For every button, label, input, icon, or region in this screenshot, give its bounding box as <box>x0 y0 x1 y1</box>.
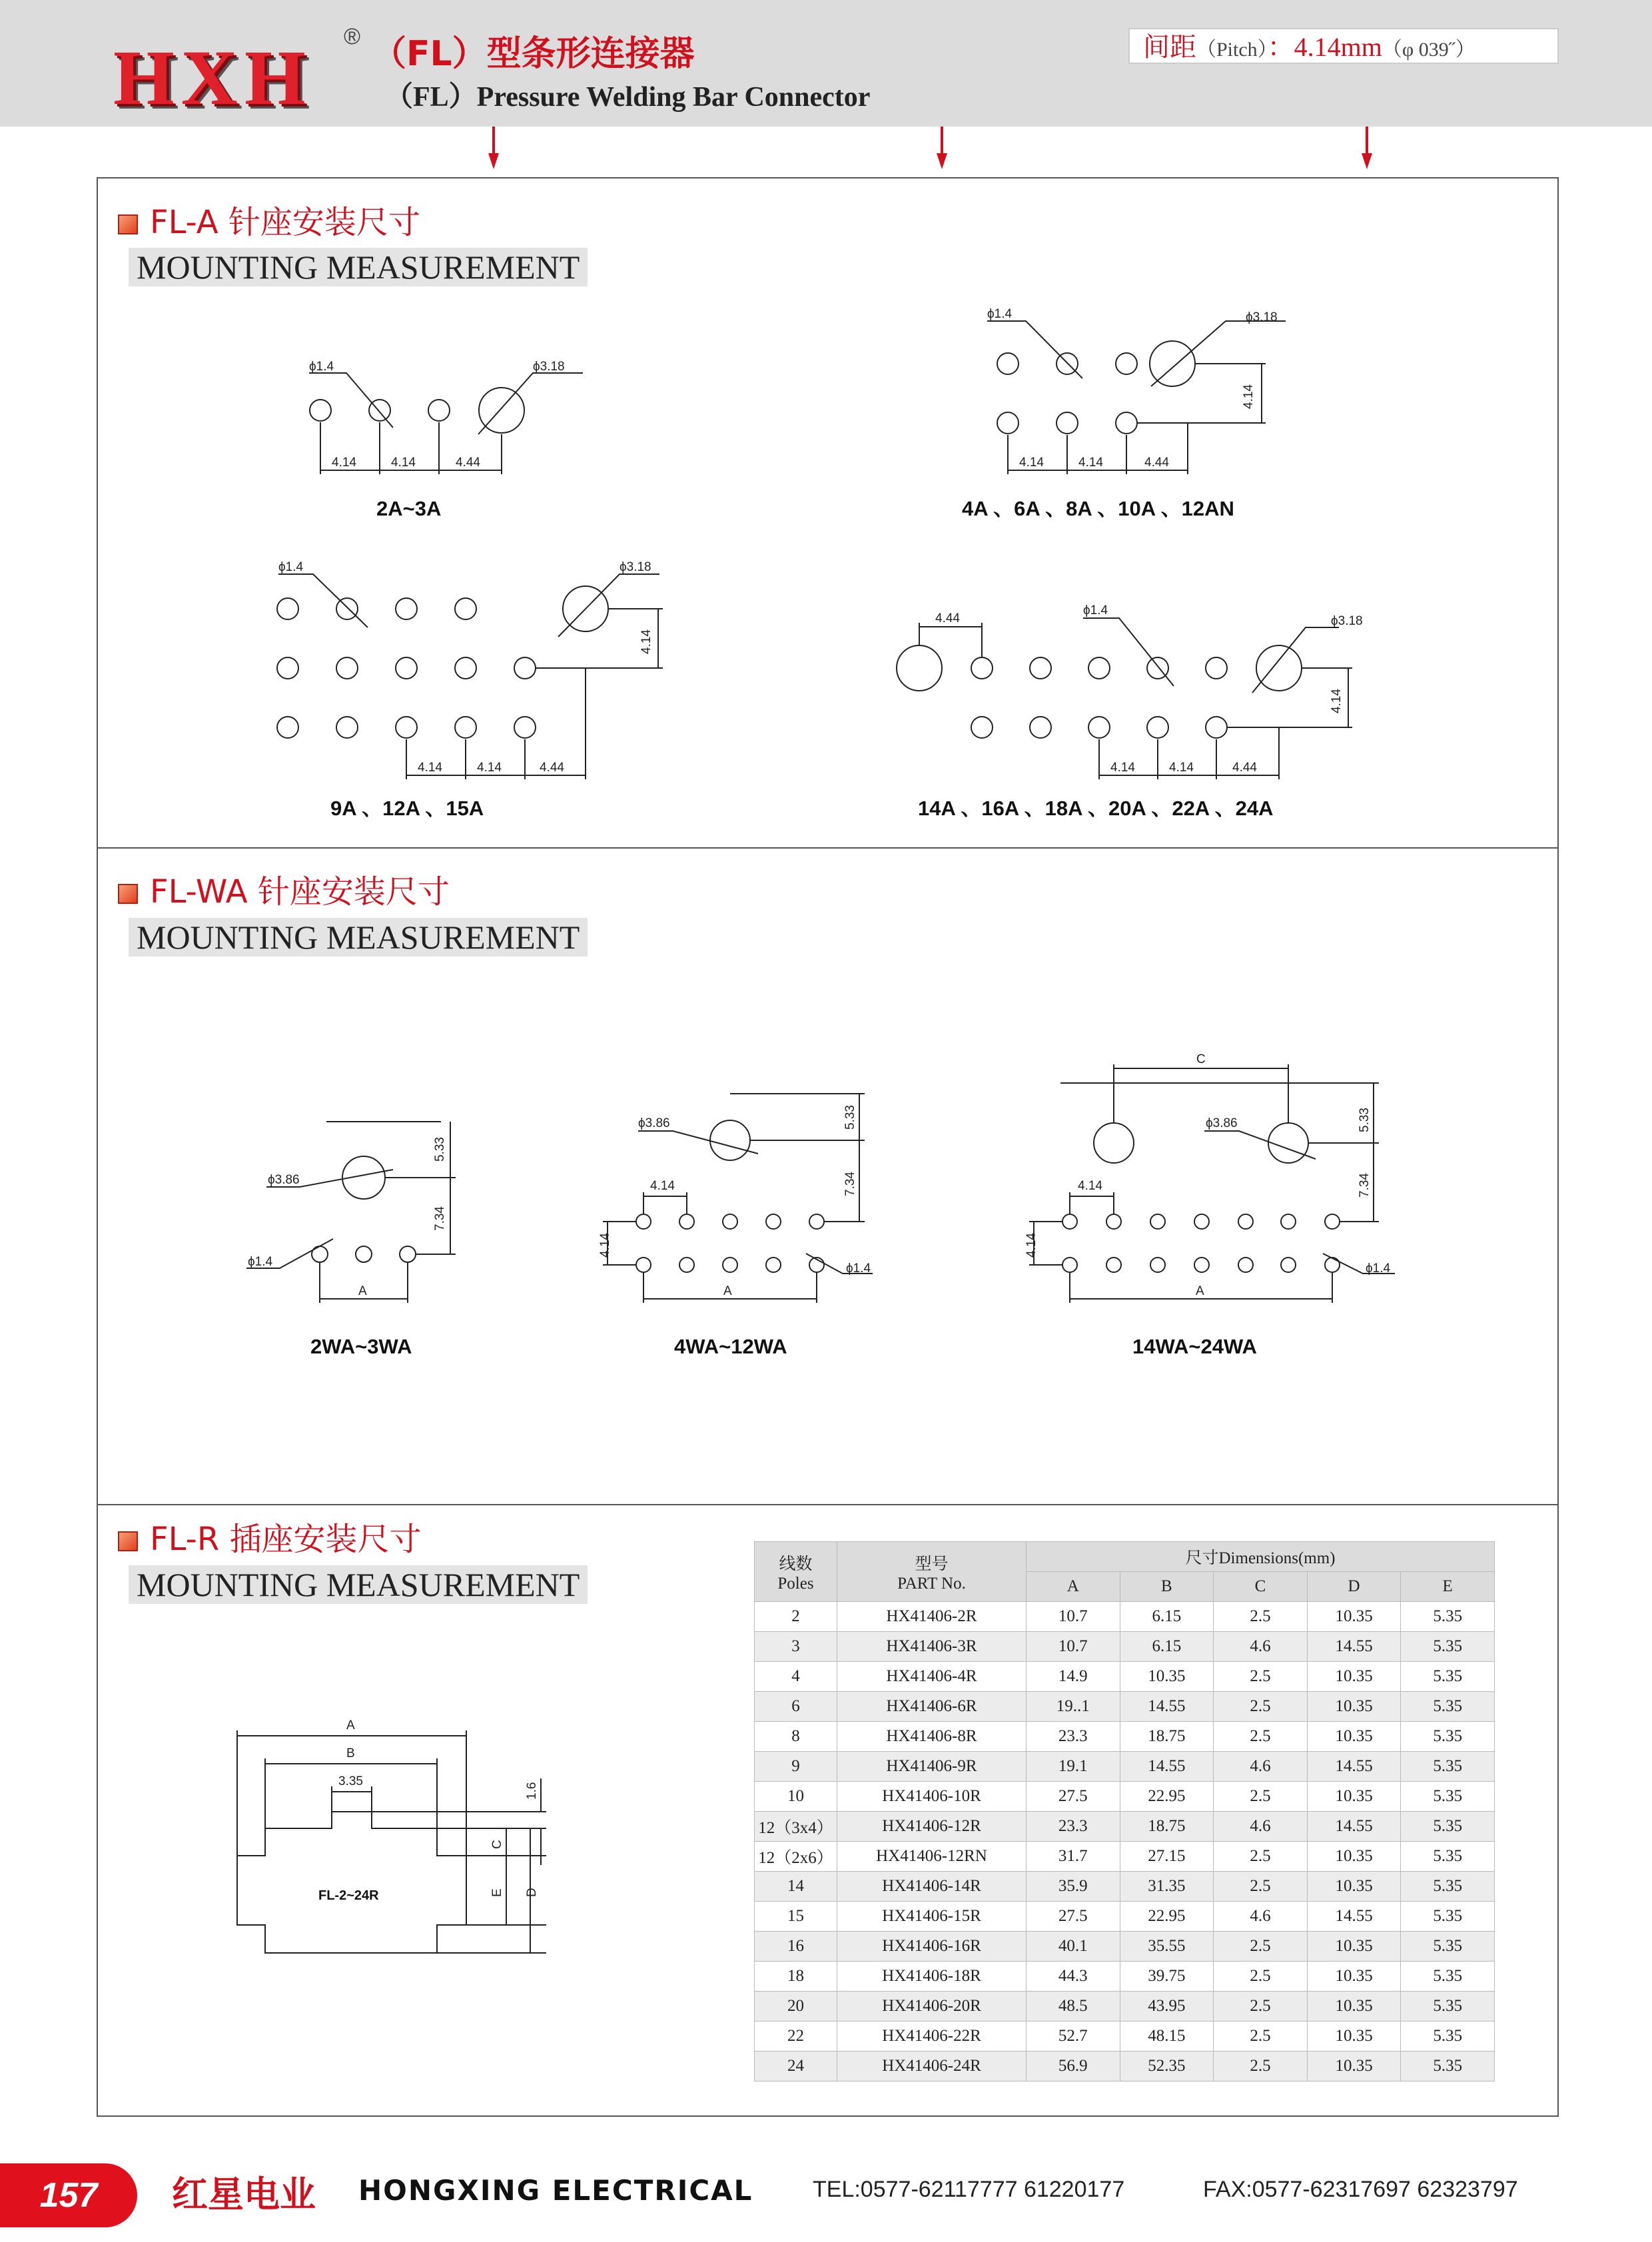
dim-335: 3.35 <box>338 1774 363 1788</box>
dim-phi-large: ϕ3.18 <box>620 560 651 574</box>
cell-b: 10.35 <box>1120 1662 1214 1692</box>
cell-c: 2.5 <box>1214 1782 1308 1812</box>
dim-d: D <box>525 1888 539 1897</box>
cell-part: HX41406-24R <box>837 2052 1027 2081</box>
cell-d: 14.55 <box>1307 1902 1401 1932</box>
cell-e: 5.35 <box>1401 1632 1495 1662</box>
cell-c: 2.5 <box>1214 1932 1308 1962</box>
cell-poles: 24 <box>755 2052 837 2081</box>
dim-phi-wa: ϕ3.86 <box>1206 1116 1238 1130</box>
cell-b: 14.55 <box>1120 1692 1214 1722</box>
cell-c: 4.6 <box>1214 1632 1308 1662</box>
dim-734: 7.34 <box>843 1172 857 1196</box>
cell-part: HX41406-3R <box>837 1632 1027 1662</box>
table-row <box>755 1872 1495 1902</box>
cell-e: 5.35 <box>1401 1932 1495 1962</box>
drawing-2wa-3wa <box>246 1122 456 1358</box>
fax: FAX:0577-62317697 62323797 <box>1203 2177 1518 2202</box>
dimensions-table <box>754 1541 1495 2081</box>
header-col-d: D <box>1307 1572 1401 1602</box>
dim-533: 5.33 <box>843 1105 857 1130</box>
cell-d: 10.35 <box>1307 2022 1401 2052</box>
cell-poles: 15 <box>755 1902 837 1932</box>
pitch-label: 间距 <box>1143 32 1196 62</box>
cell-part: HX41406-14R <box>837 1872 1027 1902</box>
cell-c: 2.5 <box>1214 1662 1308 1692</box>
cell-b: 22.95 <box>1120 1782 1214 1812</box>
cell-poles: 14 <box>755 1872 837 1902</box>
header-part-no: 型号 PART No. <box>837 1542 1027 1602</box>
cell-poles: 8 <box>755 1722 837 1752</box>
cell-b: 52.35 <box>1120 2052 1214 2081</box>
caption-4a-12an: 4A 、6A 、8A 、10A 、12AN <box>962 497 1234 520</box>
dim-phi-small: ϕ1.4 <box>846 1262 871 1276</box>
dim-444: 4.44 <box>540 761 564 775</box>
cell-a: 35.9 <box>1027 1872 1120 1902</box>
dim-533: 5.33 <box>1358 1108 1372 1132</box>
cell-a: 19..1 <box>1027 1692 1120 1722</box>
cell-c: 2.5 <box>1214 1872 1308 1902</box>
cell-part: HX41406-18R <box>837 1962 1027 1992</box>
cell-poles: 20 <box>755 1992 837 2022</box>
header-dimensions: 尺寸Dimensions(mm) <box>1027 1542 1495 1572</box>
drawing-4wa-12wa <box>598 1094 873 1358</box>
dim-414: 4.14 <box>1110 761 1135 775</box>
table-row <box>755 1932 1495 1962</box>
cell-part: HX41406-8R <box>837 1722 1027 1752</box>
cell-d: 14.55 <box>1307 1752 1401 1782</box>
dim-phi-large: ϕ3.18 <box>1246 310 1278 324</box>
cell-c: 2.5 <box>1214 2022 1308 2052</box>
table-body <box>755 1602 1495 2081</box>
cell-e: 5.35 <box>1401 1992 1495 2022</box>
pitch-inch: （φ 039˝） <box>1382 39 1475 61</box>
brand-name-cn: 红星电业 <box>172 2173 316 2215</box>
cell-a: 27.5 <box>1027 1782 1120 1812</box>
cell-a: 44.3 <box>1027 1962 1120 1992</box>
dim-414: 4.14 <box>391 456 416 470</box>
table-row <box>755 2022 1495 2052</box>
cell-b: 18.75 <box>1120 1812 1214 1842</box>
drawing-14a-24a <box>897 603 1363 820</box>
caption-14wa-24wa: 14WA~24WA <box>1132 1335 1257 1358</box>
cell-d: 10.35 <box>1307 2052 1401 2081</box>
cell-part: HX41406-16R <box>837 1932 1027 1962</box>
dim-414: 4.14 <box>1242 384 1256 409</box>
cell-c: 2.5 <box>1214 1962 1308 1992</box>
cell-d: 10.35 <box>1307 1992 1401 2022</box>
dim-e: E <box>490 1888 504 1897</box>
table-row <box>755 1752 1495 1782</box>
dim-414: 4.14 <box>1025 1233 1038 1258</box>
dim-a: A <box>723 1284 732 1298</box>
cell-a: 19.1 <box>1027 1752 1120 1782</box>
cell-d: 10.35 <box>1307 1602 1401 1632</box>
section-title-fl-a: FL-A 针座安装尺寸 <box>118 196 420 242</box>
table-row <box>755 1662 1495 1692</box>
cell-c: 2.5 <box>1214 1842 1308 1872</box>
cell-part: HX41406-10R <box>837 1782 1027 1812</box>
cell-part: HX41406-20R <box>837 1992 1027 2022</box>
cell-b: 48.15 <box>1120 2022 1214 2052</box>
cell-a: 23.3 <box>1027 1722 1120 1752</box>
pitch-en: （Pitch） <box>1196 39 1268 61</box>
header-col-b: B <box>1120 1572 1214 1602</box>
cell-a: 23.3 <box>1027 1812 1120 1842</box>
dim-444: 4.44 <box>1144 456 1169 470</box>
cell-b: 22.95 <box>1120 1902 1214 1932</box>
cell-c: 2.5 <box>1214 1692 1308 1722</box>
dim-414: 4.14 <box>1330 689 1344 713</box>
cell-d: 10.35 <box>1307 1932 1401 1962</box>
caption-14a-24a: 14A 、16A 、18A 、20A 、22A 、24A <box>918 797 1274 820</box>
telephone: TEL:0577-62117777 61220177 <box>813 2177 1125 2202</box>
cell-d: 10.35 <box>1307 1842 1401 1872</box>
dim-phi-small: ϕ1.4 <box>309 360 334 374</box>
dim-phi-wa: ϕ3.86 <box>638 1116 670 1130</box>
cell-c: 2.5 <box>1214 1722 1308 1752</box>
cell-poles: 18 <box>755 1962 837 1992</box>
table-row <box>755 2052 1495 2081</box>
title-en: （FL）Pressure Welding Bar Connector <box>385 82 871 113</box>
cell-a: 40.1 <box>1027 1932 1120 1962</box>
cell-part: HX41406-9R <box>837 1752 1027 1782</box>
cell-e: 5.35 <box>1401 1752 1495 1782</box>
cell-part: HX41406-4R <box>837 1662 1027 1692</box>
section-title-fl-wa: FL-WA 针座安装尺寸 <box>118 866 450 912</box>
dim-414: 4.14 <box>332 456 356 470</box>
drawing-4a-12an <box>962 307 1286 520</box>
table-row <box>755 1812 1495 1842</box>
caption-4wa-12wa: 4WA~12WA <box>674 1335 787 1358</box>
cell-part: HX41406-12RN <box>837 1842 1027 1872</box>
cell-d: 10.35 <box>1307 1722 1401 1752</box>
drawing-14wa-24wa <box>1025 1052 1395 1358</box>
dim-734: 7.34 <box>433 1206 447 1231</box>
dim-b: B <box>346 1746 355 1760</box>
header-col-c: C <box>1214 1572 1308 1602</box>
dim-16: 1.6 <box>525 1782 539 1800</box>
table-row <box>755 1902 1495 1932</box>
dim-phi-small: ϕ1.4 <box>1083 603 1108 617</box>
dim-444: 4.44 <box>456 456 480 470</box>
cell-e: 5.35 <box>1401 1692 1495 1722</box>
dim-444: 4.44 <box>935 611 960 625</box>
cell-a: 56.9 <box>1027 2052 1120 2081</box>
cell-part: HX41406-22R <box>837 2022 1027 2052</box>
cell-d: 10.35 <box>1307 1962 1401 1992</box>
dim-414: 4.14 <box>477 761 502 775</box>
table-row <box>755 1722 1495 1752</box>
cell-e: 5.35 <box>1401 1902 1495 1932</box>
cell-b: 18.75 <box>1120 1722 1214 1752</box>
cell-e: 5.35 <box>1401 1722 1495 1752</box>
dim-c: C <box>490 1840 504 1849</box>
dim-a: A <box>1196 1284 1204 1298</box>
cell-a: 27.5 <box>1027 1902 1120 1932</box>
drawing-9a-15a <box>277 560 663 820</box>
cell-e: 5.35 <box>1401 1872 1495 1902</box>
dim-414: 4.14 <box>1169 761 1194 775</box>
cell-e: 5.35 <box>1401 1842 1495 1872</box>
dim-phi-large: ϕ3.18 <box>533 360 565 374</box>
dim-phi-large: ϕ3.18 <box>1331 614 1363 628</box>
cell-poles: 6 <box>755 1692 837 1722</box>
section-subtitle: MOUNTING MEASUREMENT <box>129 918 588 956</box>
dim-533: 5.33 <box>433 1137 447 1162</box>
cell-e: 5.35 <box>1401 1662 1495 1692</box>
caption-2wa-3wa: 2WA~3WA <box>310 1335 412 1358</box>
cell-c: 2.5 <box>1214 1992 1308 2022</box>
cell-e: 5.35 <box>1401 1782 1495 1812</box>
cell-a: 14.9 <box>1027 1662 1120 1692</box>
dim-414: 4.14 <box>418 761 442 775</box>
cell-b: 27.15 <box>1120 1842 1214 1872</box>
cell-poles: 12（2x6） <box>755 1842 837 1872</box>
pitch-value: 4.14mm <box>1294 32 1382 62</box>
dim-444: 4.44 <box>1232 761 1257 775</box>
cell-d: 14.55 <box>1307 1632 1401 1662</box>
header-poles: 线数 Poles <box>755 1542 837 1602</box>
drawing-2a-3a <box>309 360 583 520</box>
cell-e: 5.35 <box>1401 2052 1495 2081</box>
cell-poles: 2 <box>755 1602 837 1632</box>
dim-a: A <box>346 1718 355 1732</box>
dim-414: 4.14 <box>650 1179 675 1193</box>
registered-mark: ® <box>344 24 361 49</box>
cell-poles: 4 <box>755 1662 837 1692</box>
table-row <box>755 1632 1495 1662</box>
cell-c: 4.6 <box>1214 1752 1308 1782</box>
dim-phi-wa: ϕ3.86 <box>268 1173 300 1187</box>
dim-414: 4.14 <box>1078 456 1103 470</box>
cell-d: 10.35 <box>1307 1872 1401 1902</box>
dim-a: A <box>358 1284 367 1298</box>
header-col-a: A <box>1027 1572 1120 1602</box>
drawing-fl-r <box>237 1718 546 1953</box>
cell-part: HX41406-12R <box>837 1812 1027 1842</box>
cell-part: HX41406-15R <box>837 1902 1027 1932</box>
cell-d: 10.35 <box>1307 1662 1401 1692</box>
caption-2a-3a: 2A~3A <box>376 497 442 520</box>
cell-a: 31.7 <box>1027 1842 1120 1872</box>
dim-phi-small: ϕ1.4 <box>278 560 304 574</box>
cell-c: 2.5 <box>1214 1602 1308 1632</box>
cell-part: HX41406-6R <box>837 1692 1027 1722</box>
caption-9a-15a: 9A 、12A 、15A <box>330 797 484 820</box>
dim-phi-small: ϕ1.4 <box>248 1255 273 1269</box>
table-row <box>755 1992 1495 2022</box>
dim-414: 4.14 <box>1078 1179 1102 1193</box>
cell-b: 14.55 <box>1120 1752 1214 1782</box>
section-subtitle: MOUNTING MEASUREMENT <box>129 1565 588 1604</box>
page-number: 157 <box>0 2163 137 2227</box>
table-row <box>755 1692 1495 1722</box>
dim-414: 4.14 <box>639 629 653 654</box>
cell-a: 10.7 <box>1027 1602 1120 1632</box>
cell-b: 35.55 <box>1120 1932 1214 1962</box>
cell-poles: 16 <box>755 1932 837 1962</box>
title-cn: （FL）型条形连接器 <box>372 34 695 74</box>
dim-phi-small: ϕ1.4 <box>987 307 1013 321</box>
table-row <box>755 1842 1495 1872</box>
cell-poles: 3 <box>755 1632 837 1662</box>
cell-e: 5.35 <box>1401 2022 1495 2052</box>
table-row <box>755 1602 1495 1632</box>
cell-b: 43.95 <box>1120 1992 1214 2022</box>
cell-b: 6.15 <box>1120 1602 1214 1632</box>
cell-e: 5.35 <box>1401 1602 1495 1632</box>
cell-a: 52.7 <box>1027 2022 1120 2052</box>
dim-414: 4.14 <box>598 1233 612 1258</box>
cell-poles: 12（3x4） <box>755 1812 837 1842</box>
cell-d: 10.35 <box>1307 1692 1401 1722</box>
section-title-fl-r: FL-R 插座安装尺寸 <box>118 1513 421 1559</box>
cell-c: 4.6 <box>1214 1902 1308 1932</box>
pitch-sep: ： <box>1267 32 1294 62</box>
cell-b: 39.75 <box>1120 1962 1214 1992</box>
cell-e: 5.35 <box>1401 1962 1495 1992</box>
cell-c: 4.6 <box>1214 1812 1308 1842</box>
cell-b: 31.35 <box>1120 1872 1214 1902</box>
section-subtitle: MOUNTING MEASUREMENT <box>129 248 588 286</box>
cell-a: 10.7 <box>1027 1632 1120 1662</box>
cell-e: 5.35 <box>1401 1812 1495 1842</box>
cell-a: 48.5 <box>1027 1992 1120 2022</box>
header-col-e: E <box>1401 1572 1495 1602</box>
brand-name-en: HONGXING ELECTRICAL <box>358 2174 753 2207</box>
dim-734: 7.34 <box>1358 1173 1372 1198</box>
cell-c: 2.5 <box>1214 2052 1308 2081</box>
brand-logo: HXH <box>113 34 312 121</box>
cell-d: 10.35 <box>1307 1782 1401 1812</box>
table-row <box>755 1782 1495 1812</box>
cell-poles: 22 <box>755 2022 837 2052</box>
fl-r-label: FL-2~24R <box>318 1888 379 1903</box>
dim-c: C <box>1196 1052 1206 1066</box>
cell-b: 6.15 <box>1120 1632 1214 1662</box>
cell-poles: 9 <box>755 1752 837 1782</box>
cell-d: 14.55 <box>1307 1812 1401 1842</box>
table-row <box>755 1962 1495 1992</box>
cell-part: HX41406-2R <box>837 1602 1027 1632</box>
dim-414: 4.14 <box>1019 456 1044 470</box>
cell-poles: 10 <box>755 1782 837 1812</box>
dim-phi-small: ϕ1.4 <box>1366 1262 1391 1276</box>
